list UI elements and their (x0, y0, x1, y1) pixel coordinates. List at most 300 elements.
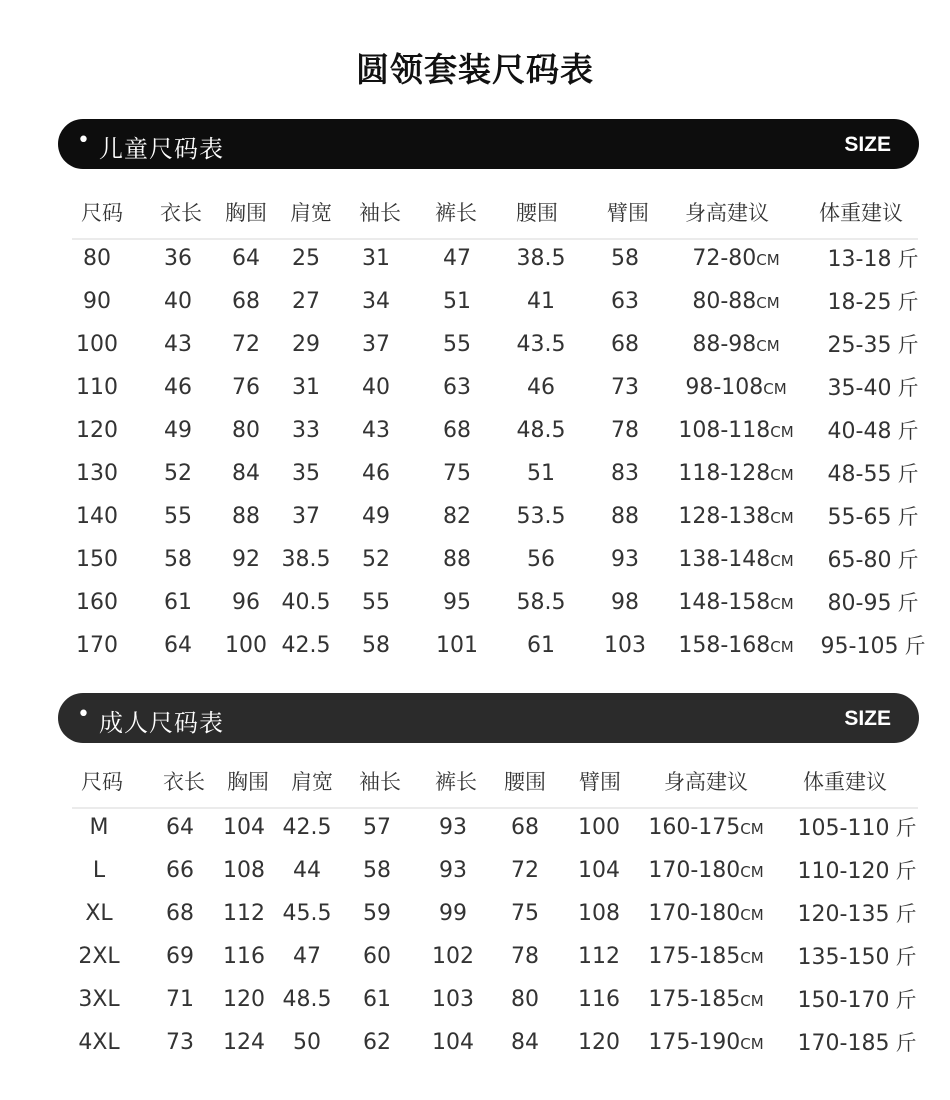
table-cell (578, 1028, 620, 1058)
table-cell (164, 631, 192, 661)
weight-unit: 斤 (897, 591, 919, 615)
cell-value: 25-35 (827, 333, 892, 358)
cell-value: 88 (611, 504, 639, 529)
cell-value: 105-110 (797, 816, 890, 841)
table-cell (90, 813, 109, 843)
table-cell (362, 287, 390, 317)
cell-value: 120-135 (797, 902, 890, 927)
cell-value: 61 (527, 633, 555, 658)
cell-value: 72-80 (692, 246, 757, 271)
table-cell (527, 287, 555, 317)
height-unit: CM (756, 294, 780, 312)
table-cell (78, 1028, 119, 1058)
adult-section-bar (58, 693, 919, 743)
column-header: 尺码 (81, 770, 123, 794)
table-cell (648, 899, 763, 929)
table-cell (611, 502, 639, 532)
height-unit: CM (763, 380, 787, 398)
cell-value: 68 (611, 332, 639, 357)
table-cell (232, 588, 260, 618)
weight-unit: 斤 (895, 859, 917, 883)
table-cell (78, 942, 119, 972)
cell-value: 88 (232, 504, 260, 529)
table-cell (76, 502, 118, 532)
table-row (0, 631, 950, 661)
table-cell (798, 985, 917, 1015)
cell-value: 160 (76, 590, 118, 615)
cell-value: 99 (439, 901, 467, 926)
height-unit: CM (740, 863, 764, 881)
cell-value: 84 (232, 461, 260, 486)
table-row (0, 985, 950, 1015)
column-header: 臂围 (607, 201, 649, 225)
table-cell (76, 373, 118, 403)
cell-value: 98-108 (685, 375, 764, 400)
table-cell (828, 287, 919, 317)
cell-value: 68 (166, 901, 194, 926)
table-cell (527, 459, 555, 489)
table-cell (164, 502, 192, 532)
table-cell (293, 1028, 321, 1058)
table-cell (432, 1028, 474, 1058)
weight-unit: 斤 (895, 988, 917, 1012)
cell-value: 170-180 (648, 901, 741, 926)
cell-value: 92 (232, 547, 260, 572)
adult-header-row (0, 767, 950, 797)
table-cell (432, 942, 474, 972)
cell-value: 68 (511, 815, 539, 840)
cell-value: 108 (223, 858, 265, 883)
table-cell (798, 899, 917, 929)
cell-value: 52 (164, 461, 192, 486)
cell-value: 46 (362, 461, 390, 486)
table-cell (232, 287, 260, 317)
table-cell (828, 416, 919, 446)
table-row (0, 899, 950, 929)
cell-value: 58 (164, 547, 192, 572)
height-unit: CM (740, 820, 764, 838)
table-cell (443, 502, 471, 532)
table-cell (611, 459, 639, 489)
cell-value: 44 (293, 858, 321, 883)
cell-value: 29 (292, 332, 320, 357)
table-cell (283, 899, 332, 929)
cell-value: 25 (292, 246, 320, 271)
table-cell (362, 502, 390, 532)
cell-value: 46 (527, 375, 555, 400)
cell-value: 61 (164, 590, 192, 615)
cell-value: 31 (292, 375, 320, 400)
cell-value: 100 (225, 633, 267, 658)
table-cell (511, 1028, 539, 1058)
table-cell (292, 287, 320, 317)
column-header: 袖长 (359, 770, 401, 794)
height-unit: CM (770, 552, 794, 570)
table-row (0, 502, 950, 532)
table-cell (798, 813, 917, 843)
table-cell (692, 330, 779, 360)
cell-value: 18-25 (827, 290, 892, 315)
cell-value: 43 (164, 332, 192, 357)
cell-value: 49 (164, 418, 192, 443)
table-cell (527, 545, 555, 575)
weight-unit: 斤 (895, 945, 917, 969)
table-cell (292, 244, 320, 274)
table-cell (443, 416, 471, 446)
cell-value: 73 (166, 1030, 194, 1055)
table-cell (828, 545, 919, 575)
cell-value: 71 (166, 987, 194, 1012)
column-header: 裤长 (435, 770, 477, 794)
table-cell (166, 942, 194, 972)
cell-value: 83 (611, 461, 639, 486)
cell-value: 78 (611, 418, 639, 443)
table-cell (578, 899, 620, 929)
table-cell (292, 416, 320, 446)
cell-value: 60 (363, 944, 391, 969)
table-cell (293, 856, 321, 886)
column-header: 尺码 (81, 201, 123, 225)
table-cell (362, 330, 390, 360)
cell-value: 61 (363, 987, 391, 1012)
cell-value: 93 (611, 547, 639, 572)
table-cell (611, 244, 639, 274)
bullet-icon: • (77, 702, 90, 727)
cell-value: 112 (223, 901, 265, 926)
weight-unit: 斤 (895, 902, 917, 926)
cell-value: 75 (511, 901, 539, 926)
cell-value: 47 (443, 246, 471, 271)
cell-value: 51 (527, 461, 555, 486)
table-cell (362, 373, 390, 403)
table-cell (164, 416, 192, 446)
cell-value: 95 (443, 590, 471, 615)
cell-value: L (92, 858, 106, 883)
cell-value: 120 (223, 987, 265, 1012)
table-cell (232, 502, 260, 532)
table-cell (678, 416, 793, 446)
cell-value: 55 (362, 590, 390, 615)
table-cell (363, 1028, 391, 1058)
column-header: 体重建议 (803, 770, 887, 794)
table-cell (517, 588, 566, 618)
table-cell (648, 856, 763, 886)
cell-value: 2XL (78, 944, 120, 969)
table-cell (611, 545, 639, 575)
cell-value: 4XL (78, 1030, 120, 1055)
cell-value: 93 (439, 815, 467, 840)
column-header: 胸围 (225, 201, 267, 225)
weight-unit: 斤 (897, 548, 919, 572)
column-header: 体重建议 (819, 201, 903, 225)
cell-value: 100 (76, 332, 118, 357)
column-header: 肩宽 (290, 201, 332, 225)
table-cell (76, 631, 118, 661)
cell-value: 48.5 (282, 987, 332, 1012)
cell-value: 103 (604, 633, 646, 658)
table-cell (678, 631, 793, 661)
table-cell (578, 813, 620, 843)
table-cell (527, 631, 555, 661)
column-header: 臂围 (579, 770, 621, 794)
table-cell (166, 985, 194, 1015)
table-cell (225, 631, 267, 661)
weight-unit: 斤 (895, 1031, 917, 1055)
cell-value: 42.5 (281, 633, 331, 658)
cell-value: 58 (363, 858, 391, 883)
cell-value: 37 (362, 332, 390, 357)
weight-unit: 斤 (897, 247, 919, 271)
column-header: 身高建议 (685, 201, 769, 225)
table-cell (611, 287, 639, 317)
weight-unit: 斤 (895, 816, 917, 840)
cell-value: 150 (76, 547, 118, 572)
table-cell (821, 631, 926, 661)
table-cell (292, 502, 320, 532)
table-cell (578, 856, 620, 886)
cell-value: 64 (164, 633, 192, 658)
table-row (0, 373, 950, 403)
table-cell (232, 416, 260, 446)
cell-value: 58.5 (516, 590, 566, 615)
cell-value: 124 (223, 1030, 265, 1055)
table-cell (76, 545, 118, 575)
table-cell (293, 942, 321, 972)
cell-value: 110 (76, 375, 118, 400)
cell-value: 104 (432, 1030, 474, 1055)
table-cell (678, 502, 793, 532)
cell-value: XL (85, 901, 113, 926)
header-divider (72, 238, 918, 240)
table-cell (517, 502, 566, 532)
table-cell (648, 1028, 763, 1058)
cell-value: 35-40 (827, 376, 892, 401)
cell-value: 175-185 (648, 944, 741, 969)
table-cell (363, 813, 391, 843)
table-cell (511, 985, 539, 1015)
cell-value: 50 (293, 1030, 321, 1055)
table-cell (76, 330, 118, 360)
table-cell (292, 330, 320, 360)
cell-value: 96 (232, 590, 260, 615)
table-cell (164, 545, 192, 575)
page-title: 圆领套装尺码表 (356, 50, 594, 89)
table-cell (828, 373, 919, 403)
height-unit: CM (740, 906, 764, 924)
table-cell (692, 244, 779, 274)
table-cell (436, 631, 478, 661)
table-cell (443, 545, 471, 575)
cell-value: 120 (578, 1030, 620, 1055)
table-cell (282, 588, 331, 618)
cell-value: 51 (443, 289, 471, 314)
table-cell (798, 942, 917, 972)
table-row (0, 813, 950, 843)
table-cell (798, 856, 917, 886)
weight-unit: 斤 (897, 333, 919, 357)
weight-unit: 斤 (897, 505, 919, 529)
height-unit: CM (770, 509, 794, 527)
cell-value: 43.5 (516, 332, 566, 357)
cell-value: 130 (76, 461, 118, 486)
column-header: 衣长 (160, 201, 202, 225)
cell-value: 57 (363, 815, 391, 840)
cell-value: 101 (436, 633, 478, 658)
cell-value: 53.5 (516, 504, 566, 529)
height-unit: CM (756, 337, 780, 355)
table-cell (223, 942, 265, 972)
cell-value: 108 (578, 901, 620, 926)
height-unit: CM (770, 423, 794, 441)
table-cell (443, 287, 471, 317)
table-cell (166, 813, 194, 843)
table-cell (166, 856, 194, 886)
cell-value: 112 (578, 944, 620, 969)
height-unit: CM (770, 638, 794, 656)
cell-value: 84 (511, 1030, 539, 1055)
cell-value: 43 (362, 418, 390, 443)
table-cell (83, 244, 111, 274)
table-cell (527, 373, 555, 403)
size-tag: SIZE (844, 133, 891, 156)
table-cell (282, 631, 331, 661)
cell-value: 98 (611, 590, 639, 615)
header-divider (72, 807, 918, 809)
cell-value: 66 (166, 858, 194, 883)
table-cell (232, 330, 260, 360)
table-cell (439, 899, 467, 929)
height-unit: CM (740, 992, 764, 1010)
column-header: 胸围 (227, 770, 269, 794)
cell-value: 69 (166, 944, 194, 969)
cell-value: 95-105 (820, 634, 899, 659)
size-tag: SIZE (844, 707, 891, 730)
table-cell (232, 373, 260, 403)
table-cell (292, 459, 320, 489)
table-cell (578, 942, 620, 972)
cell-value: 35 (292, 461, 320, 486)
height-unit: CM (770, 595, 794, 613)
table-cell (511, 813, 539, 843)
cell-value: 78 (511, 944, 539, 969)
table-cell (363, 899, 391, 929)
cell-value: 38.5 (516, 246, 566, 271)
cell-value: 34 (362, 289, 390, 314)
table-cell (511, 856, 539, 886)
cell-value: 65-80 (827, 548, 892, 573)
table-cell (166, 1028, 194, 1058)
table-cell (517, 416, 566, 446)
table-cell (828, 244, 919, 274)
column-header: 袖长 (359, 201, 401, 225)
column-header: 裤长 (435, 201, 477, 225)
table-row (0, 1028, 950, 1058)
weight-unit: 斤 (904, 634, 926, 658)
table-cell (611, 330, 639, 360)
cell-value: 88-98 (692, 332, 757, 357)
cell-value: 48.5 (516, 418, 566, 443)
table-cell (443, 244, 471, 274)
weight-unit: 斤 (897, 376, 919, 400)
table-row (0, 459, 950, 489)
table-cell (828, 330, 919, 360)
cell-value: 120 (76, 418, 118, 443)
table-cell (363, 942, 391, 972)
table-cell (76, 459, 118, 489)
cell-value: 62 (363, 1030, 391, 1055)
table-cell (432, 985, 474, 1015)
table-cell (223, 985, 265, 1015)
table-cell (292, 373, 320, 403)
cell-value: 63 (443, 375, 471, 400)
table-cell (164, 588, 192, 618)
cell-value: 55 (164, 504, 192, 529)
cell-value: 48-55 (827, 462, 892, 487)
cell-value: 140 (76, 504, 118, 529)
cell-value: 103 (432, 987, 474, 1012)
table-cell (232, 459, 260, 489)
height-unit: CM (770, 466, 794, 484)
table-row (0, 588, 950, 618)
cell-value: 102 (432, 944, 474, 969)
cell-value: 138-148 (678, 547, 771, 572)
cell-value: 58 (362, 633, 390, 658)
cell-value: 49 (362, 504, 390, 529)
table-row (0, 856, 950, 886)
cell-value: 158-168 (678, 633, 771, 658)
cell-value: 82 (443, 504, 471, 529)
cell-value: 80 (232, 418, 260, 443)
table-cell (223, 813, 265, 843)
table-cell (828, 459, 919, 489)
cell-value: 56 (527, 547, 555, 572)
cell-value: 58 (611, 246, 639, 271)
table-row (0, 942, 950, 972)
cell-value: 37 (292, 504, 320, 529)
table-cell (611, 416, 639, 446)
cell-value: 59 (363, 901, 391, 926)
table-cell (828, 588, 919, 618)
table-row (0, 545, 950, 575)
cell-value: 68 (232, 289, 260, 314)
column-header: 衣长 (163, 770, 205, 794)
table-cell (439, 856, 467, 886)
cell-value: 3XL (78, 987, 120, 1012)
cell-value: 175-190 (648, 1030, 741, 1055)
height-unit: CM (740, 949, 764, 967)
cell-value: 33 (292, 418, 320, 443)
table-cell (611, 588, 639, 618)
column-header: 肩宽 (291, 770, 333, 794)
cell-value: 40 (164, 289, 192, 314)
cell-value: 72 (511, 858, 539, 883)
table-cell (223, 899, 265, 929)
table-cell (517, 244, 566, 274)
table-cell (511, 899, 539, 929)
cell-value: 93 (439, 858, 467, 883)
cell-value: 128-138 (678, 504, 771, 529)
cell-value: 90 (83, 289, 111, 314)
table-cell (76, 588, 118, 618)
cell-value: 68 (443, 418, 471, 443)
cell-value: 40 (362, 375, 390, 400)
table-cell (692, 287, 779, 317)
column-header: 腰围 (504, 770, 546, 794)
weight-unit: 斤 (897, 290, 919, 314)
cell-value: 135-150 (797, 945, 890, 970)
table-cell (578, 985, 620, 1015)
table-cell (78, 985, 119, 1015)
